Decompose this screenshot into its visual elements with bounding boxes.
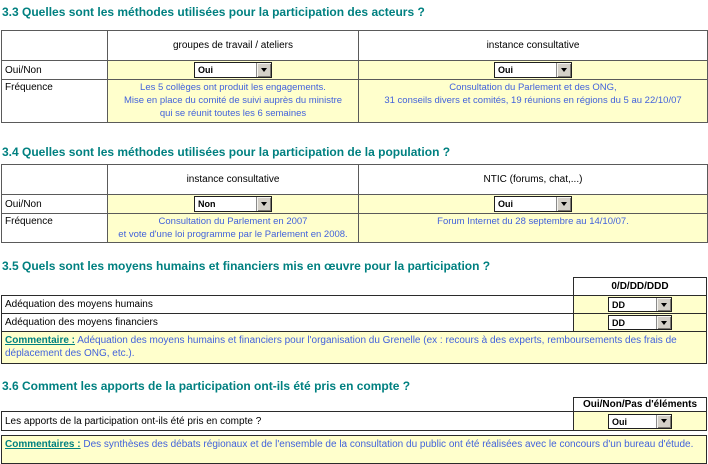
moyens-block (1, 277, 707, 364)
frequence-row (2, 80, 708, 123)
moyens-financiers-dropdown[interactable] (608, 315, 672, 330)
frequence-cell[interactable] (359, 214, 708, 243)
frequence-line: Consultation du Parlement en 2007 (158, 216, 308, 227)
table-header-row (2, 31, 708, 61)
ouinon-cell (108, 61, 359, 80)
frequence-line: Consultation du Parlement et des ONG, (449, 82, 617, 93)
section-3-3-heading: 3.3 Quelles sont les méthodes utilisées pour la participation des acteurs ? (2, 5, 425, 19)
corner-cell (2, 165, 108, 195)
moyens-humains-dropdown[interactable] (608, 297, 672, 312)
ouinon-dropdown-ntic[interactable] (494, 196, 572, 212)
apports-question-label: Les apports de la participation ont-ils été pris en compte ? (5, 415, 262, 427)
moyens-humains-row (1, 295, 707, 314)
frequence-line: Les 5 collèges ont produit les engagements. (140, 82, 326, 93)
moyens-humains-label: Adéquation des moyens humains (5, 299, 153, 310)
section-3-4-heading: 3.4 Quelles sont les méthodes utilisées pour la participation de la population ? (2, 145, 451, 159)
scale-header-ouinon-pas-delements: Oui/Non/Pas d'éléments (573, 397, 707, 412)
ouinon-cell (359, 61, 708, 80)
frequence-cell[interactable] (108, 214, 359, 243)
dropdown-value: DD (612, 318, 625, 328)
ouinon-row-label: Oui/Non (2, 61, 108, 80)
ouinon-row (2, 195, 708, 214)
frequence-row-label: Fréquence (2, 80, 108, 123)
commentaires-text: Des synthèses des débats régionaux et de l'ensemble de la consultation du public ont été réalisées avec le concours d'un bureau d'étude. (83, 439, 694, 450)
dropdown-value: Oui (612, 416, 627, 427)
column-header-groupes-travail: groupes de travail / ateliers (108, 31, 359, 61)
commentaire-label: Commentaire : (5, 335, 76, 346)
moyens-financiers-label: Adéquation des moyens financiers (5, 317, 158, 328)
apports-answer-cell (573, 412, 706, 430)
column-header-instance-consultative: instance consultative (359, 31, 708, 61)
ouinon-dropdown-groupes[interactable] (194, 62, 272, 78)
participation-acteurs-table (1, 30, 708, 123)
scale-header-0ddd: 0/D/DD/DDD (573, 277, 707, 296)
ouinon-row (2, 61, 708, 80)
section-3-5-heading: 3.5 Quels sont les moyens humains et financiers mis en œuvre pour la participation ? (2, 259, 491, 273)
dropdown-arrow-icon (556, 63, 571, 77)
frequence-line: Mise en place du comité de suivi auprès du ministre (123, 95, 343, 106)
frequence-line: Forum Internet du 28 septembre au 14/10/07. (437, 216, 629, 227)
dropdown-arrow-icon (656, 415, 671, 428)
dropdown-value: Non (198, 198, 216, 209)
dropdown-value: Oui (498, 198, 513, 209)
frequence-row-label: Fréquence (2, 214, 108, 243)
commentaire-text: Adéquation des moyens humains et financiers pour l'organisation du Grenelle (ex : recours à des experts, remboursements des frais de déplacement des ONG, etc.). (5, 335, 677, 359)
table-header-row (2, 165, 708, 195)
ouinon-row-label: Oui/Non (2, 195, 108, 214)
dropdown-arrow-icon (656, 298, 671, 311)
frequence-row (2, 214, 708, 243)
frequence-line: 31 conseils divers et comités, 19 réunions en régions du 5 au 22/10/07 (384, 95, 682, 106)
moyens-humains-cell (573, 296, 706, 313)
ouinon-dropdown-instance[interactable] (494, 62, 572, 78)
dropdown-arrow-icon (256, 197, 271, 211)
dropdown-value: Oui (198, 64, 213, 75)
dropdown-arrow-icon (556, 197, 571, 211)
dropdown-arrow-icon (656, 316, 671, 329)
column-header-instance-consultative: instance consultative (108, 165, 359, 195)
ouinon-dropdown-instance[interactable] (194, 196, 272, 212)
dropdown-value: DD (612, 300, 625, 310)
frequence-line: et vote d'une loi programme par le Parlement en 2008. (118, 229, 348, 240)
commentaires-label: Commentaires : (5, 439, 81, 450)
participation-population-table (1, 164, 708, 243)
apports-dropdown[interactable] (608, 414, 672, 429)
dropdown-value: Oui (498, 64, 513, 75)
commentaires-box[interactable] (1, 435, 707, 464)
dropdown-arrow-icon (256, 63, 271, 77)
frequence-line: qui se réunit toutes les 6 semaines (159, 108, 307, 119)
frequence-cell[interactable] (108, 80, 359, 123)
frequence-cell[interactable] (359, 80, 708, 123)
ouinon-cell (108, 195, 359, 214)
apports-question-row (1, 411, 707, 431)
section-3-6-heading: 3.6 Comment les apports de la participation ont-ils été pris en compte ? (2, 379, 411, 393)
corner-cell (2, 31, 108, 61)
apports-block (1, 397, 707, 464)
ouinon-cell (359, 195, 708, 214)
moyens-financiers-cell (573, 314, 706, 331)
commentaire-box[interactable] (1, 331, 707, 364)
column-header-ntic: NTIC (forums, chat,...) (359, 165, 708, 195)
moyens-financiers-row (1, 313, 707, 332)
